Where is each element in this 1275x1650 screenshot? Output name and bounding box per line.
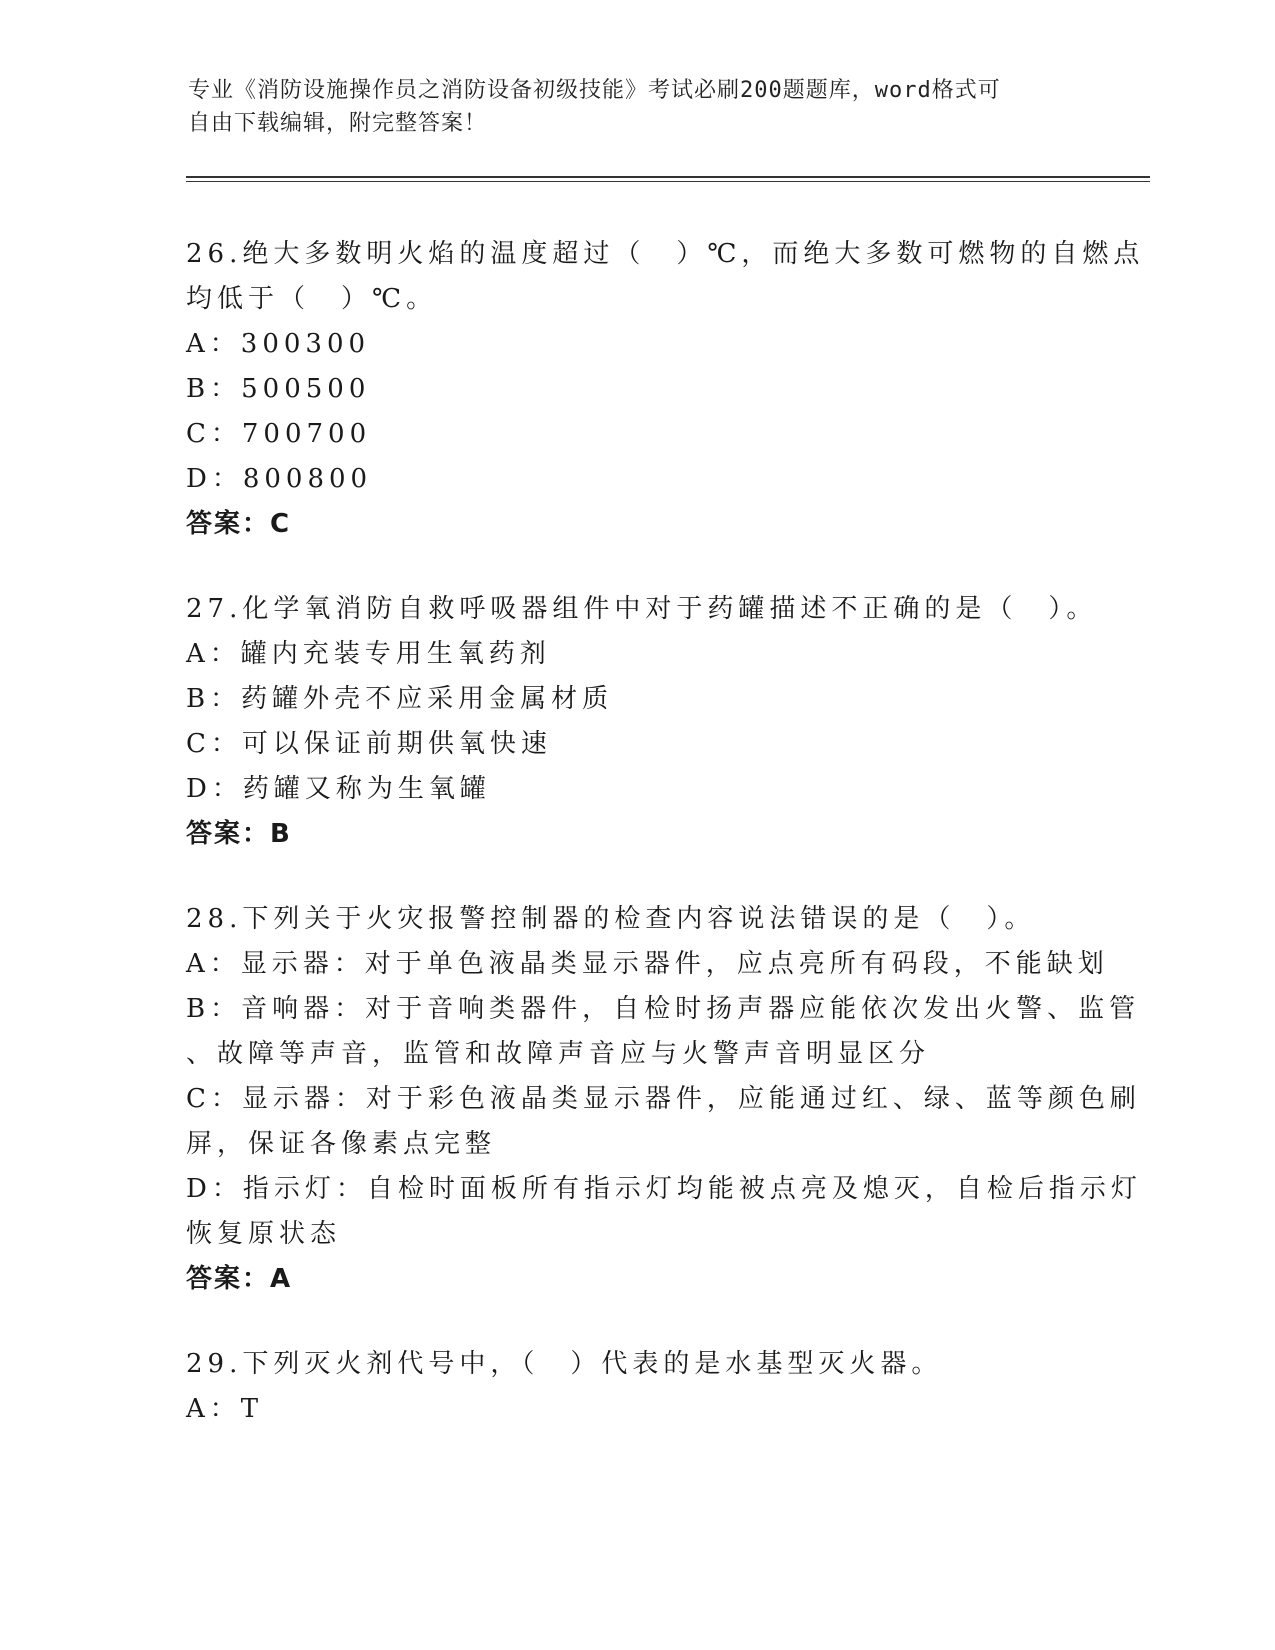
question-stem: 29.下列灭火剂代号中，（ ）代表的是水基型灭火器。 xyxy=(186,1349,943,1379)
question-28 xyxy=(186,897,1142,1302)
option-d: D：800800 xyxy=(186,464,373,494)
question-stem: 26.绝大多数明火焰的温度超过（ ）℃，而绝大多数可燃物的自燃点 xyxy=(186,239,1145,269)
option-c-continued: 屏，保证各像素点完整 xyxy=(186,1129,497,1159)
option-c: C：700700 xyxy=(186,419,372,449)
option-b: B：药罐外壳不应采用金属材质 xyxy=(186,684,614,714)
question-stem: 28.下列关于火灾报警控制器的检查内容说法错误的是（ ）。 xyxy=(186,904,1036,934)
option-a: A：T xyxy=(186,1394,264,1424)
question-stem: 均低于（ ）℃。 xyxy=(186,284,438,314)
option-d: D：指示灯：自检时面板所有指示灯均能被点亮及熄灭，自检后指示灯 xyxy=(186,1174,1142,1204)
question-stem: 27.化学氧消防自救呼吸器组件中对于药罐描述不正确的是（ ）。 xyxy=(186,594,1098,624)
answer-label: 答案：B xyxy=(186,819,292,849)
header-line-1: 专业《消防设施操作员之消防设备初级技能》考试必刷200题题库，word格式可 xyxy=(188,78,1001,103)
header-divider-thick xyxy=(186,176,1150,178)
option-c: C：可以保证前期供氧快速 xyxy=(186,729,552,759)
option-b: B：500500 xyxy=(186,374,371,404)
option-d: D：药罐又称为生氧罐 xyxy=(186,774,491,804)
option-a: A：显示器：对于单色液晶类显示器件，应点亮所有码段，不能缺划 xyxy=(186,949,1109,979)
question-26 xyxy=(186,232,1145,547)
answer-label: 答案：A xyxy=(186,1264,293,1294)
option-c: C：显示器：对于彩色液晶类显示器件，应能通过红、绿、蓝等颜色刷 xyxy=(186,1084,1141,1114)
answer-label: 答案：C xyxy=(186,509,292,539)
question-29 xyxy=(186,1342,1086,1432)
option-a: A：300300 xyxy=(186,329,371,359)
document-header xyxy=(188,74,1088,140)
header-line-2: 自由下载编辑，附完整答案！ xyxy=(188,111,488,136)
header-divider-thin xyxy=(186,181,1150,182)
question-27 xyxy=(186,587,1098,857)
option-b-continued: 、故障等声音，监管和故障声音应与火警声音明显区分 xyxy=(186,1039,931,1069)
option-a: A：罐内充装专用生氧药剂 xyxy=(186,639,551,669)
option-d-continued: 恢复原状态 xyxy=(186,1219,342,1249)
option-b: B：音响器：对于音响类器件，自检时扬声器应能依次发出火警、监管 xyxy=(186,994,1141,1024)
question-list xyxy=(186,232,1145,1472)
